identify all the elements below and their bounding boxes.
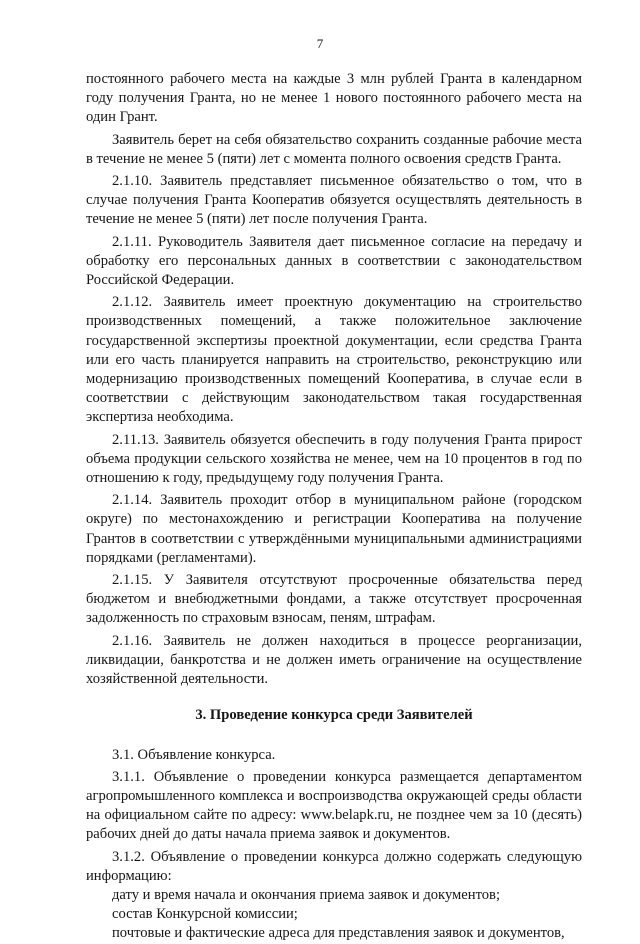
paragraph-2-1-12: 2.1.12. Заявитель имеет проектную документацию на строительство производственных помещений, а также положительное заключение государственной экспертизы проектной документации, если средства Гранта или его часть планируется направить на строительство, реконструкцию или модернизацию производственных помещений Кооператива, в случае если в соответствии с действующим законодательством такая государственная экспертиза необходима. <box>86 294 582 426</box>
paragraph-2-11-13: 2.11.13. Заявитель обязуется обеспечить в году получения Гранта прирост объема продукции сельского хозяйства не менее, чем на 10 процентов в год по отношению к году, предыдущему году получения Гранта. <box>86 431 582 487</box>
paragraph-2-1-16: 2.1.16. Заявитель не должен находиться в процессе реорганизации, ликвидации, банкротства и не должен иметь ограничение на осуществление хозяйственной деятельности. <box>86 632 582 688</box>
paragraph-2-1-10: 2.1.10. Заявитель представляет письменное обязательство о том, что в случае получения Гранта Кооператив обязуется осуществлять деятельность в течение не менее 5 (пяти) лет после получения Гранта. <box>86 173 582 228</box>
paragraph-3-1-1: 3.1.1. Объявление о проведении конкурса размещается департаментом агропромышленного комплекса и воспроизводства окружающей среды области на официальном сайте по адресу: www.belapk.ru, не позднее чем за 10 (десять) рабочих дней до даты начала приема заявок и документов. <box>86 768 582 843</box>
paragraph-3-1-2: 3.1.2. Объявление о проведении конкурса должно содержать следующую информацию: <box>86 848 582 884</box>
section-heading: 3. Проведение конкурса среди Заявителей <box>195 707 473 724</box>
paragraph-2-1-14: 2.1.14. Заявитель проходит отбор в муниципальном районе (городском округе) по местонахождению и регистрации Кооператива на получение Грантов в соответствии с утверждёнными муниципальными администрациями порядками (регламентами). <box>86 492 582 566</box>
paragraph-2-1-15: 2.1.15. У Заявителя отсутствуют просроченные обязательства перед бюджетом и внебюджетными фондами, а также отсутствует просроченная задолженность по страховым взносам, пеням, штрафам. <box>86 572 582 627</box>
list-item-addresses: почтовые и фактические адреса для представления заявок и документов, <box>112 925 565 942</box>
list-item-dates: дату и время начала и окончания приема заявок и документов; <box>112 886 500 903</box>
paragraph-3-1: 3.1. Объявление конкурса. <box>112 746 276 763</box>
paragraph-workplace-continuation: постоянного рабочего места на каждые 3 млн рублей Гранта в календарном году получения Гранта, но не менее 1 нового постоянного рабочего места на один Грант. <box>86 71 582 126</box>
page-number: 7 <box>316 36 324 51</box>
list-item-commission: состав Конкурсной комиссии; <box>112 906 298 923</box>
paragraph-keep-workplaces: Заявитель берет на себя обязательство сохранить созданные рабочие места в течение не менее 5 (пяти) лет с момента полного освоения средств Гранта. <box>86 131 582 167</box>
paragraph-2-1-11: 2.1.11. Руководитель Заявителя дает письменное согласие на передачу и обработку его персональных данных в соответствии с законодательством Российской Федерации. <box>86 233 582 289</box>
document-body <box>86 70 582 944</box>
